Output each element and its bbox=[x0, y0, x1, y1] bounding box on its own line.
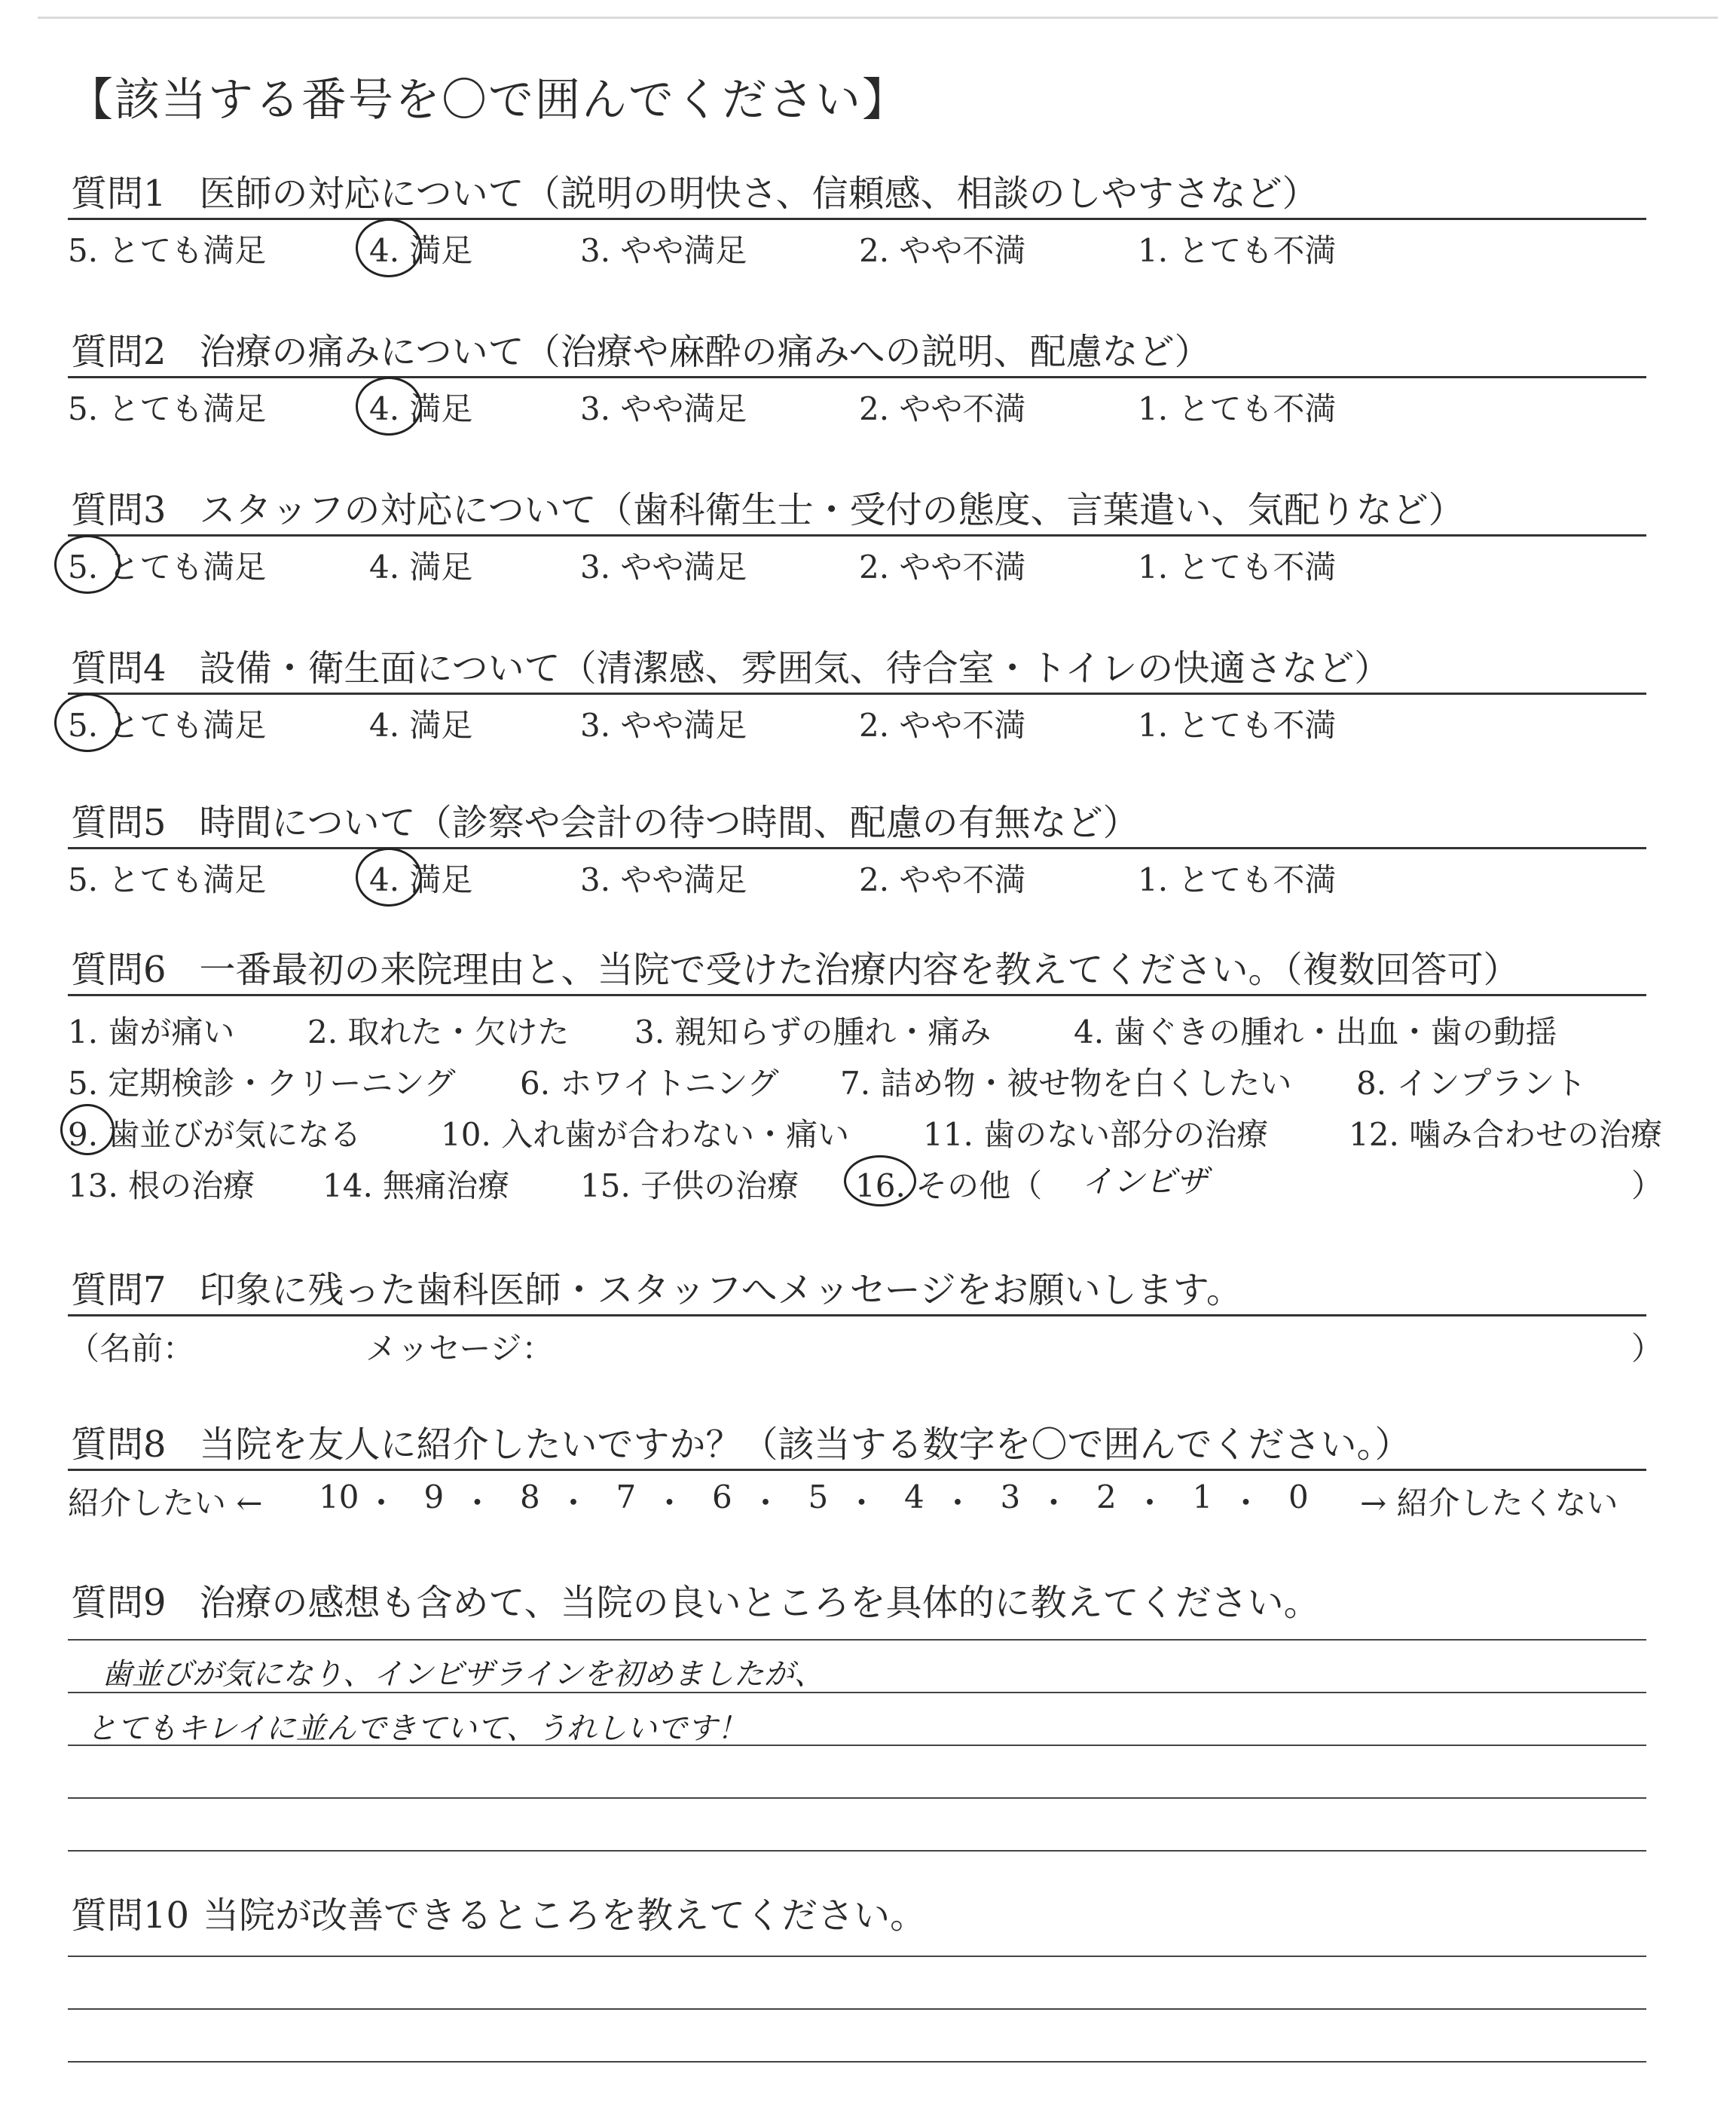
question-number: 質問4 bbox=[71, 647, 167, 690]
rating-option[interactable]: 3. やや満足 bbox=[580, 707, 747, 744]
treatment-option[interactable]: 2. 取れた・欠けた bbox=[307, 1014, 570, 1050]
question-text: 当院を友人に紹介したいですか？（該当する数字を〇で囲んでください。） bbox=[199, 1423, 1411, 1466]
scale-value-2[interactable]: 2 bbox=[1096, 1479, 1117, 1515]
question-text: 印象に残った歯科医師・スタッフへメッセージをお願いします。 bbox=[199, 1269, 1242, 1311]
treatment-option[interactable]: 1. 歯が痛い bbox=[68, 1014, 235, 1050]
name-label: （名前： bbox=[68, 1330, 195, 1367]
treatment-option[interactable]: 11. 歯のない部分の治療 bbox=[923, 1116, 1269, 1153]
scale-value-3[interactable]: 3 bbox=[1000, 1479, 1021, 1515]
question-7 bbox=[68, 1266, 1664, 1369]
treatment-option[interactable]: 3. 親知らずの腫れ・痛み bbox=[634, 1014, 992, 1050]
rating-option[interactable]: 4. 満足 bbox=[369, 390, 473, 427]
scale-value-10[interactable]: 10 bbox=[319, 1479, 359, 1515]
selection-circle bbox=[54, 535, 121, 594]
treatment-option[interactable]: 12. 噛み合わせの治療 bbox=[1349, 1116, 1663, 1153]
rating-options bbox=[68, 220, 1650, 271]
top-border bbox=[38, 17, 1718, 19]
scale-value-6[interactable]: 6 bbox=[712, 1479, 732, 1515]
rating-option[interactable]: 4. 満足 bbox=[369, 549, 473, 586]
scale-separator: ・ bbox=[750, 1485, 782, 1521]
question-number: 質問2 bbox=[71, 331, 167, 373]
rating-option[interactable]: 1. とても不満 bbox=[1138, 390, 1337, 427]
handwritten-answer-line-2: とてもキレイに並んできていて、うれしいです！ bbox=[87, 1711, 747, 1746]
rating-option[interactable]: 4. 満足 bbox=[369, 861, 473, 898]
scale-value-5[interactable]: 5 bbox=[808, 1479, 829, 1515]
scale-value-1[interactable]: 1 bbox=[1192, 1479, 1213, 1515]
message-label: メッセージ： bbox=[365, 1330, 554, 1367]
scale-separator: ・ bbox=[845, 1485, 878, 1521]
scale-value-8[interactable]: 8 bbox=[520, 1479, 540, 1515]
rating-option[interactable]: 5. とても満足 bbox=[68, 549, 267, 586]
question-9 bbox=[68, 1579, 1650, 1627]
answer-line bbox=[68, 1639, 1646, 1641]
answer-line bbox=[68, 2061, 1646, 2063]
rating-option[interactable]: 2. やや不満 bbox=[859, 707, 1026, 744]
answer-line bbox=[68, 1956, 1646, 1957]
close-paren: ） bbox=[1631, 1330, 1664, 1367]
recommend-scale bbox=[68, 1471, 1650, 1524]
question-text: 当院が改善できるところを教えてください。 bbox=[203, 1894, 927, 1937]
question-text: 医師の対応について（説明の明快さ、信頼感、相談のしやすさなど） bbox=[199, 173, 1319, 215]
answer-line bbox=[68, 1692, 1646, 1693]
rating-options bbox=[68, 695, 1650, 746]
selection-circle bbox=[356, 848, 422, 907]
rating-option[interactable]: 3. やや満足 bbox=[580, 861, 747, 898]
rating-option[interactable]: 2. やや不満 bbox=[859, 232, 1026, 269]
selection-circle bbox=[356, 219, 422, 277]
scale-value-9[interactable]: 9 bbox=[423, 1479, 445, 1515]
treatment-option[interactable]: 7. 詰め物・被せ物を白くしたい bbox=[840, 1065, 1292, 1102]
question-number: 質問3 bbox=[71, 489, 167, 531]
question-number: 質問5 bbox=[71, 802, 167, 844]
treatment-option[interactable]: 13. 根の治療 bbox=[68, 1167, 255, 1204]
question-3 bbox=[68, 486, 1650, 588]
scale-separator: ・ bbox=[1038, 1485, 1070, 1521]
scale-separator: ・ bbox=[365, 1485, 398, 1521]
question-10 bbox=[68, 1891, 1650, 1940]
answer-line bbox=[68, 1797, 1646, 1799]
treatment-option[interactable]: 5. 定期検診・クリーニング bbox=[68, 1065, 456, 1102]
rating-option[interactable]: 4. 満足 bbox=[369, 232, 473, 269]
scale-separator: ・ bbox=[558, 1485, 590, 1521]
question-8 bbox=[68, 1420, 1650, 1524]
rating-option[interactable]: 5. とても満足 bbox=[68, 232, 267, 269]
question-text: スタッフの対応について（歯科衛生士・受付の態度、言葉遣い、気配りなど） bbox=[199, 489, 1465, 531]
question-number: 質問8 bbox=[71, 1423, 167, 1466]
selection-circle bbox=[356, 377, 422, 436]
scale-left-label: 紹介したい ← bbox=[68, 1485, 263, 1521]
scale-separator: ・ bbox=[1230, 1485, 1262, 1521]
question-text: 時間について（診察や会計の待つ時間、配慮の有無など） bbox=[199, 802, 1139, 844]
rating-options bbox=[68, 378, 1650, 430]
treatment-option[interactable]: 15. 子供の治療 bbox=[580, 1167, 799, 1204]
question-number: 質問9 bbox=[71, 1582, 167, 1624]
rating-options bbox=[68, 537, 1650, 588]
rating-option[interactable]: 5. とても満足 bbox=[68, 390, 267, 427]
rating-option[interactable]: 1. とても不満 bbox=[1138, 549, 1337, 586]
treatment-option[interactable]: 10. 入れ歯が合わない・痛い bbox=[441, 1116, 850, 1153]
scale-separator: ・ bbox=[653, 1485, 686, 1521]
selection-circle bbox=[844, 1155, 916, 1206]
question-5 bbox=[68, 799, 1650, 901]
question-text: 一番最初の来院理由と、当院で受けた治療内容を教えてください。（複数回答可） bbox=[199, 949, 1520, 991]
treatment-option[interactable]: 6. ホワイトニング bbox=[520, 1065, 779, 1102]
rating-options bbox=[68, 849, 1650, 901]
rating-option[interactable]: 2. やや不満 bbox=[859, 861, 1026, 898]
scale-separator: ・ bbox=[461, 1485, 494, 1521]
treatment-option[interactable]: 14. 無痛治療 bbox=[322, 1167, 510, 1204]
question-number: 質問1 bbox=[71, 173, 167, 215]
question-2 bbox=[68, 328, 1650, 430]
selection-circle bbox=[60, 1104, 115, 1155]
answer-line bbox=[68, 2008, 1646, 2010]
selection-circle bbox=[54, 693, 121, 752]
page-title: 【該当する番号を〇で囲んでください】 bbox=[68, 74, 909, 127]
other-handwritten: インビザ bbox=[1081, 1163, 1209, 1200]
rating-option[interactable]: 2. やや不満 bbox=[859, 390, 1026, 427]
rating-option[interactable]: 1. とても不満 bbox=[1138, 707, 1337, 744]
question-number: 質問10 bbox=[71, 1894, 190, 1937]
rating-option[interactable]: 4. 満足 bbox=[369, 707, 473, 744]
question-text: 設備・衛生面について（清潔感、雰囲気、待合室・トイレの快適さなど） bbox=[199, 647, 1391, 690]
rating-option[interactable]: 5. とても満足 bbox=[68, 861, 267, 898]
question-number: 質問7 bbox=[71, 1269, 167, 1311]
scale-value-7[interactable]: 7 bbox=[616, 1479, 637, 1515]
scale-value-0[interactable]: 0 bbox=[1288, 1479, 1309, 1515]
rating-option[interactable]: 3. やや満足 bbox=[580, 390, 747, 427]
scale-separator: ・ bbox=[1134, 1485, 1166, 1521]
treatment-option[interactable]: 4. 歯ぐきの腫れ・出血・歯の動揺 bbox=[1074, 1014, 1557, 1050]
scale-value-4[interactable]: 4 bbox=[904, 1479, 925, 1515]
scale-right-label: → 紹介したくない bbox=[1360, 1485, 1618, 1521]
close-paren: ） bbox=[1631, 1167, 1664, 1204]
question-text: 治療の痛みについて（治療や麻酔の痛みへの説明、配慮など） bbox=[199, 331, 1211, 373]
treatment-option[interactable]: 9. 歯並びが気になる bbox=[68, 1116, 362, 1153]
handwritten-answer-line-1: 歯並びが気になり、インビザラインを初めましたが、 bbox=[102, 1657, 824, 1692]
treatment-option[interactable]: 16. その他（ bbox=[855, 1167, 1043, 1204]
question-1 bbox=[68, 170, 1650, 271]
rating-option[interactable]: 1. とても不満 bbox=[1138, 861, 1337, 898]
treatment-option[interactable]: 8. インプラント bbox=[1356, 1065, 1587, 1102]
scale-separator: ・ bbox=[942, 1485, 974, 1521]
rating-option[interactable]: 3. やや満足 bbox=[580, 232, 747, 269]
rating-option[interactable]: 1. とても不満 bbox=[1138, 232, 1337, 269]
question-number: 質問6 bbox=[71, 949, 167, 991]
rating-option[interactable]: 5. とても満足 bbox=[68, 707, 267, 744]
options-grid bbox=[68, 996, 1664, 1207]
question-6 bbox=[68, 946, 1664, 1207]
answer-line bbox=[68, 1850, 1646, 1852]
question-text: 治療の感想も含めて、当院の良いところを具体的に教えてください。 bbox=[199, 1582, 1320, 1624]
question-4 bbox=[68, 644, 1650, 746]
answer-line bbox=[68, 1745, 1646, 1746]
rating-option[interactable]: 2. やや不満 bbox=[859, 549, 1026, 586]
rating-option[interactable]: 3. やや満足 bbox=[580, 549, 747, 586]
